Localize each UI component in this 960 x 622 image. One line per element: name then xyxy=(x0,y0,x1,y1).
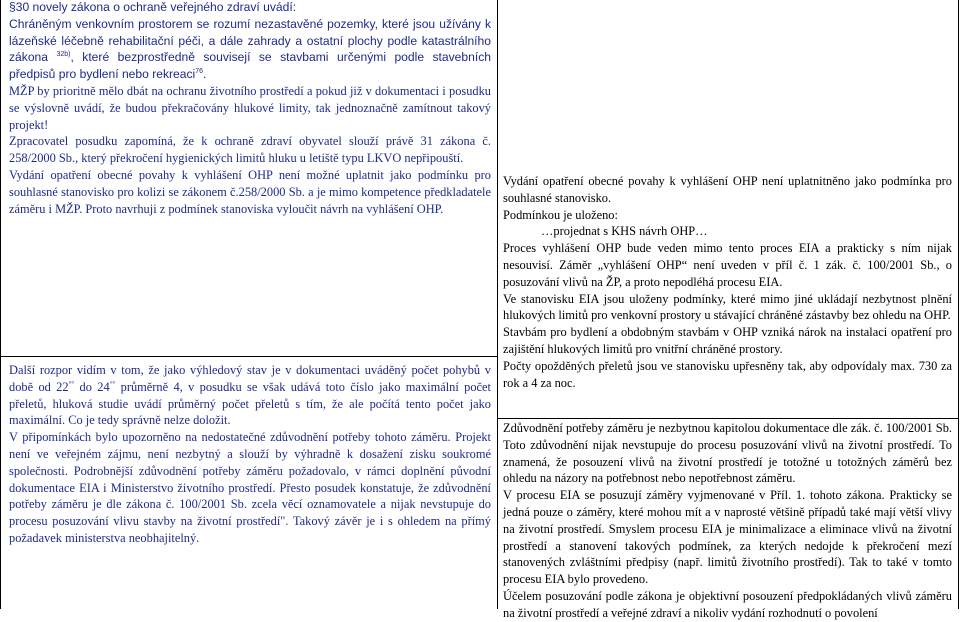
section-title: §30 novely zákona o ochraně veřejného zdraví uvádí: xyxy=(9,0,297,14)
condition-label: Podmínkou je uloženo: xyxy=(503,207,618,222)
condition-quote: …projednat s KHS návrh OHP… xyxy=(541,224,708,239)
buildings-note-paragraph: Stavbám pro bydlení a obdobným stavbám v OHP vzniká nárok na instalaci opatření pro zajištění hlukových limitů pro vnitřní chráněné prostory. xyxy=(503,325,952,356)
reply-cell-top xyxy=(503,173,952,415)
reply-cell-bottom xyxy=(503,420,952,620)
mzp-note-paragraph: MŽP by prioritně mělo dbát na ochranu životního prostředí a pokud již v dokumentaci i posudku se výslovně uvádí, že budou překračovány hlukové limity, tak jednoznačně zamítnout takový projekt! xyxy=(9,83,491,132)
purpose-paragraph: Účelem posuzování podle zákona je objektivní posouzení předpokládaných vlivů záměru na životní prostředí a veřejné zdraví a nikoliv vydání rozhodnutí o povolení xyxy=(503,588,952,620)
flights-paragraph: Další rozpor vidím v tom, že jako výhledový stav je v dokumentaci uváděný počet pohybů v době od 22°° do 24°° průměrně 4, v posudku se však udává toto číslo jako maximální počet přeletů, hluková studie uvádí průměrný počet přeletů s tím, že ale počítá tento počet jako maximální. Co je tedy správně nelze doložit. xyxy=(9,363,491,428)
justification-paragraph: Zdůvodnění potřeby záměru je nezbytnou kapitolou dokumentace dle zák. č. 100/2001 Sb. Toto zdůvodnění nijak nevstupuje do procesu posuzování vlivů na životní prostředí. To znamená, že posouzení vlivů na životní prostředí je totožné u totožných záměrů bez ohledu na názory na potřebnost nebo nepotřebnost záměru. xyxy=(503,421,952,486)
eia-process-paragraph: V procesu EIA se posuzují záměry vyjmenované v Příl. 1. tohoto zákona. Prakticky se jedná pouze o záměry, které mohou mít a v naprosté většině případů také mají větší vlivy na životní prostředí. Smyslem procesu EIA je minimalizace a eliminace vlivů na životní prostředí a stanovení takových podmínek, za kterých nedojde k překročení mezí stanovených zvláštními předpisy (např. limitů životního prostředí). Tak to také v tomto procesu EIA bylo provedeno. xyxy=(503,488,952,587)
comments-paragraph: V připomínkách bylo upozorněno na nedostatečné zdůvodnění potřeby tohoto záměru. Projekt není ve veřejném zájmu, není nezbytný a slouží by výhradně k dosažení zisku soukromé společnosti. Podrobnější zdůvodnění potřeby záměru požadovalo, v rámci doplnění původní dokumentace EIA i Ministerstvo životního prostředí. Přesto posudek konstatuje, že zdůvodnění potřeby záměru je dle zákona č. 100/2001 Sb. zcela věcí oznamovatele a nijak nevstupuje do procesu posuzování vlivu stavby na životní prostředí". Takový závěr je i s ohledem na přímý požadavek ministerstva neobhajitelný. xyxy=(9,430,491,545)
column-divider-left xyxy=(0,0,1,609)
definition-paragraph: Chráněným venkovním prostorem se rozumí nezastavěné pozemky, které jsou užívány k lázeňské léčebně rehabilitační péči, a dále zahrady a ostatní plochy podle katastrálního zákona $^{32b)}$, které bezprostředně souvisejí se stavbami určenými podle stavebních předpisů pro bydlení nebo rekreaci$^{76}$. xyxy=(9,16,491,82)
process-note-paragraph: Proces vyhlášení OHP bude veden mimo tento proces EIA a prakticky s ním nijak nesouvisí. Záměr „vyhlášení OHP“ není uveden v příl č. 1 zák. č. 100/2001 Sb., o posuzování vlivů na ŽP, a proto nepodléhá procesu EIA. xyxy=(503,241,952,289)
row-divider-left xyxy=(0,356,497,357)
column-divider-middle xyxy=(497,0,498,609)
ohp-note-paragraph: Vydání opatření obecné povahy k vyhlášení OHP není možné uplatnit jako podmínku pro souhlasné stanovisko pro kolizi se zákonem č.258/2000 Sb. a je mimo kompetence předkladatele záměru i MŽP. Proto navrhuji z podmínek stanoviska vyloučit návrh na vyhlášení OHP. xyxy=(9,167,491,216)
processor-note-paragraph: Zpracovatel posudku zapomíná, že k ochraně zdraví obyvatel slouží právě 31 zákona č. 258/2000 Sb., který překročení hygienických limitů hluku u letiště typu LKVO nepřipouští. xyxy=(9,134,491,166)
comment-cell-bottom xyxy=(9,362,491,609)
counts-note-paragraph: Počty opožděných přeletů jsou ve stanovisku upřesněny tak, aby odpovídaly max. 730 za rok a 4 za noc. xyxy=(503,358,952,390)
comment-cell-top xyxy=(9,0,491,355)
row-divider-right xyxy=(497,418,959,419)
conditions-note-paragraph: Ve stanovisku EIA jsou uloženy podmínky, které mimo jiné ukládají nezbytnost plnění hlukových limitů pro venkovní prostory u stávající chráněné zástavby bez ohledu na OHP. xyxy=(503,291,952,323)
reply-intro-paragraph: Vydání opatření obecné povahy k vyhlášení OHP není uplatnitněno jako podmínka pro souhlasné stanovisko. xyxy=(503,174,952,205)
column-divider-right xyxy=(958,0,959,609)
